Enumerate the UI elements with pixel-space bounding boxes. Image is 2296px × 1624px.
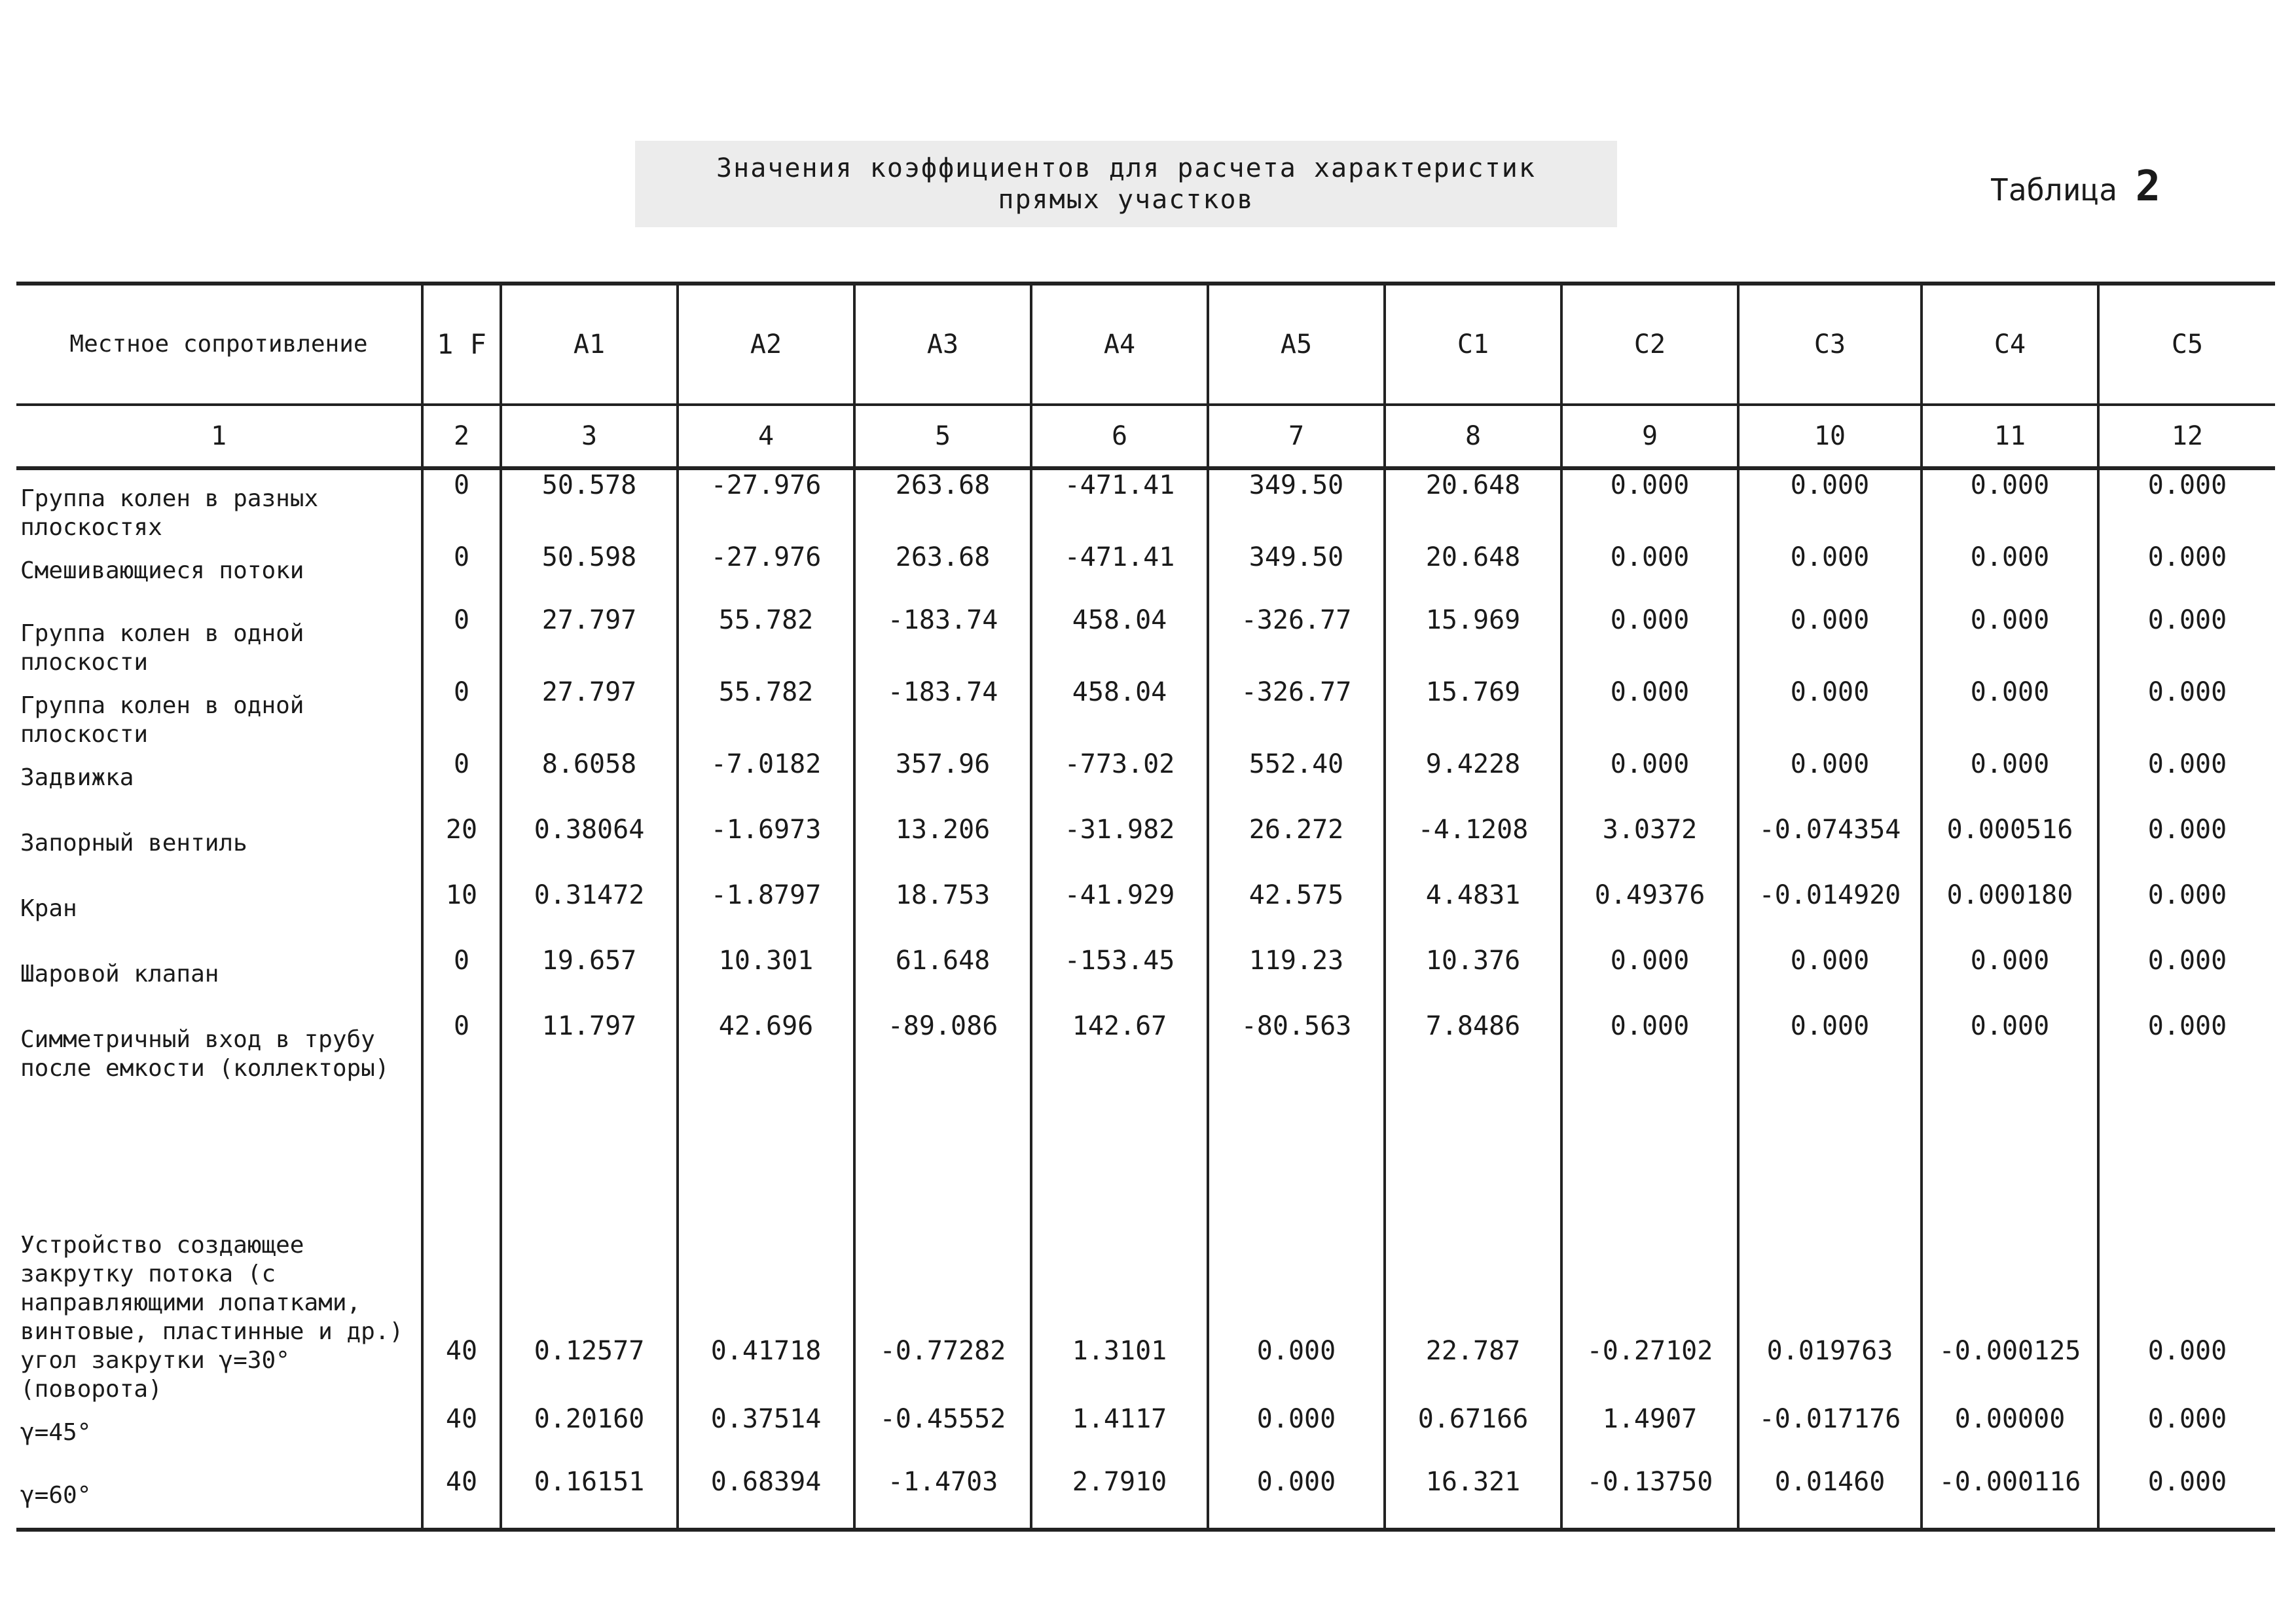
- row-name: Кран: [20, 895, 77, 922]
- cell-c2: 0.000: [1561, 1011, 1738, 1142]
- cell-c4: 0.000: [1922, 605, 2098, 677]
- column-number: 5: [854, 405, 1031, 468]
- cell-c5: 0.000: [2098, 1142, 2275, 1404]
- cell-c1: 16.321: [1385, 1467, 1561, 1530]
- cell-c5: 0.000: [2098, 468, 2275, 542]
- coefficients-table: [16, 282, 2275, 1532]
- header-a2: A2: [678, 284, 854, 405]
- cell-a4: 458.04: [1031, 605, 1208, 677]
- cell-a5: 0.000: [1208, 1404, 1385, 1467]
- cell-a3: -183.74: [854, 605, 1031, 677]
- header-a1: A1: [501, 284, 678, 405]
- cell-a1: 11.797: [501, 1011, 678, 1142]
- cell-c3: 0.000: [1738, 749, 1922, 815]
- cell-a2: 10.301: [678, 946, 854, 1011]
- cell-c2: 1.4907: [1561, 1404, 1738, 1467]
- cell-c5: 0.000: [2098, 1467, 2275, 1530]
- column-number: 1: [16, 405, 422, 468]
- cell-c2: 0.000: [1561, 946, 1738, 1011]
- cell-c3: 0.000: [1738, 468, 1922, 542]
- table-row: [16, 749, 2275, 815]
- cell-c1: 10.376: [1385, 946, 1561, 1011]
- cell-c3: 0.000: [1738, 677, 1922, 749]
- row-name: Группа колен в одной плоскости: [20, 620, 304, 676]
- cell-a4: 458.04: [1031, 677, 1208, 749]
- row-f: 0: [422, 542, 501, 605]
- table-row: [16, 815, 2275, 880]
- cell-a3: -183.74: [854, 677, 1031, 749]
- cell-c4: 0.000516: [1922, 815, 2098, 880]
- row-f: 40: [422, 1142, 501, 1404]
- cell-a4: 2.7910: [1031, 1467, 1208, 1530]
- cell-a2: 55.782: [678, 605, 854, 677]
- cell-a4: 1.3101: [1031, 1142, 1208, 1404]
- cell-a2: -1.6973: [678, 815, 854, 880]
- swirl-description: Устройство создающее закрутку потока (с направляющими лопатками, винтовые, пластинные и др.): [20, 1232, 404, 1345]
- cell-a1: 27.797: [501, 677, 678, 749]
- column-number: 12: [2098, 405, 2275, 468]
- cell-c3: 0.019763: [1738, 1142, 1922, 1404]
- header-f: 1 F: [422, 284, 501, 405]
- cell-a3: 357.96: [854, 749, 1031, 815]
- cell-c5: 0.000: [2098, 1011, 2275, 1142]
- cell-a5: -80.563: [1208, 1011, 1385, 1142]
- cell-a3: -1.4703: [854, 1467, 1031, 1530]
- row-name: Симметричный вход в трубу после емкости (коллекторы): [20, 1026, 390, 1082]
- header-c3: C3: [1738, 284, 1922, 405]
- cell-a1: 0.20160: [501, 1404, 678, 1467]
- cell-c2: 0.000: [1561, 749, 1738, 815]
- column-number: 4: [678, 405, 854, 468]
- row-name: Задвижка: [20, 764, 134, 791]
- cell-c5: 0.000: [2098, 605, 2275, 677]
- cell-c5: 0.000: [2098, 946, 2275, 1011]
- cell-a1: 19.657: [501, 946, 678, 1011]
- cell-a1: 50.578: [501, 468, 678, 542]
- row-f: 0: [422, 468, 501, 542]
- cell-c4: 0.000: [1922, 1011, 2098, 1142]
- header-a3: A3: [854, 284, 1031, 405]
- cell-c1: 20.648: [1385, 542, 1561, 605]
- cell-c4: 0.00000: [1922, 1404, 2098, 1467]
- cell-a4: -471.41: [1031, 542, 1208, 605]
- row-f: 0: [422, 749, 501, 815]
- table-row: [16, 1011, 2275, 1142]
- cell-a4: 1.4117: [1031, 1404, 1208, 1467]
- cell-a4: -773.02: [1031, 749, 1208, 815]
- table-row: [16, 880, 2275, 946]
- cell-a5: 26.272: [1208, 815, 1385, 880]
- row-f: 40: [422, 1404, 501, 1467]
- table-row: [16, 468, 2275, 542]
- table-row: [16, 605, 2275, 677]
- cell-a5: 0.000: [1208, 1467, 1385, 1530]
- row-f: 10: [422, 880, 501, 946]
- column-number: 11: [1922, 405, 2098, 468]
- title-line-1: Значения коэффициентов для расчета характеристик: [716, 153, 1536, 183]
- table-row: [16, 1467, 2275, 1530]
- cell-a3: 61.648: [854, 946, 1031, 1011]
- cell-c2: 3.0372: [1561, 815, 1738, 880]
- cell-c1: 15.769: [1385, 677, 1561, 749]
- cell-c5: 0.000: [2098, 542, 2275, 605]
- document-title: [635, 141, 1617, 227]
- cell-a3: 13.206: [854, 815, 1031, 880]
- cell-c3: -0.074354: [1738, 815, 1922, 880]
- row-name: Группа колен в разных плоскостях: [20, 485, 319, 541]
- cell-a3: 263.68: [854, 468, 1031, 542]
- cell-a5: -326.77: [1208, 677, 1385, 749]
- cell-c2: 0.000: [1561, 542, 1738, 605]
- header-a4: A4: [1031, 284, 1208, 405]
- row-f: 20: [422, 815, 501, 880]
- row-f: 0: [422, 1011, 501, 1142]
- title-line-2: прямых участков: [998, 185, 1254, 215]
- row-name: γ=60°: [16, 1467, 422, 1530]
- cell-a1: 8.6058: [501, 749, 678, 815]
- cell-c4: -0.000116: [1922, 1467, 2098, 1530]
- cell-a4: -153.45: [1031, 946, 1208, 1011]
- cell-a3: -0.45552: [854, 1404, 1031, 1467]
- header-c1: C1: [1385, 284, 1561, 405]
- column-number: 6: [1031, 405, 1208, 468]
- column-number: 3: [501, 405, 678, 468]
- swirl-angle-label: угол закрутки γ=30°: [20, 1347, 290, 1374]
- header-c5: C5: [2098, 284, 2275, 405]
- row-name: Запорный вентиль: [20, 830, 247, 857]
- row-name: Группа колен в одной плоскости: [20, 692, 304, 748]
- cell-c3: 0.000: [1738, 605, 1922, 677]
- cell-c4: 0.000: [1922, 677, 2098, 749]
- cell-c1: 20.648: [1385, 468, 1561, 542]
- column-number: 7: [1208, 405, 1385, 468]
- cell-a5: 0.000: [1208, 1142, 1385, 1404]
- column-number: 9: [1561, 405, 1738, 468]
- cell-a3: -89.086: [854, 1011, 1031, 1142]
- row-name: Смешивающиеся потоки: [20, 557, 304, 584]
- cell-c5: 0.000: [2098, 815, 2275, 880]
- cell-a2: -27.976: [678, 468, 854, 542]
- header-row: [16, 284, 2275, 405]
- column-number: 8: [1385, 405, 1561, 468]
- cell-c4: 0.000: [1922, 749, 2098, 815]
- cell-c4: 0.000180: [1922, 880, 2098, 946]
- table-row: [16, 946, 2275, 1011]
- cell-a4: -31.982: [1031, 815, 1208, 880]
- swirl-angle-label-2: (поворота): [20, 1376, 162, 1403]
- cell-c1: 0.67166: [1385, 1404, 1561, 1467]
- table-row: [16, 1404, 2275, 1467]
- row-f: 0: [422, 677, 501, 749]
- row-name: Шаровой клапан: [20, 961, 219, 987]
- cell-c4: 0.000: [1922, 542, 2098, 605]
- cell-c3: -0.014920: [1738, 880, 1922, 946]
- cell-a2: -1.8797: [678, 880, 854, 946]
- cell-c4: 0.000: [1922, 468, 2098, 542]
- cell-a5: -326.77: [1208, 605, 1385, 677]
- cell-c2: 0.000: [1561, 677, 1738, 749]
- table-row: [16, 542, 2275, 605]
- cell-c4: 0.000: [1922, 946, 2098, 1011]
- cell-c3: 0.000: [1738, 1011, 1922, 1142]
- table-label: [1990, 162, 2160, 211]
- cell-c3: 0.01460: [1738, 1467, 1922, 1530]
- table-label-number: 2: [2135, 162, 2161, 211]
- cell-c2: -0.27102: [1561, 1142, 1738, 1404]
- cell-a5: 42.575: [1208, 880, 1385, 946]
- cell-c1: 9.4228: [1385, 749, 1561, 815]
- cell-c1: 4.4831: [1385, 880, 1561, 946]
- cell-c1: 15.969: [1385, 605, 1561, 677]
- header-c2: C2: [1561, 284, 1738, 405]
- cell-a3: -0.77282: [854, 1142, 1031, 1404]
- header-name: Местное сопротивление: [16, 284, 422, 405]
- cell-a1: 0.12577: [501, 1142, 678, 1404]
- row-f: 0: [422, 946, 501, 1011]
- cell-c1: 22.787: [1385, 1142, 1561, 1404]
- table-label-text: Таблица: [1990, 172, 2117, 208]
- cell-a3: 18.753: [854, 880, 1031, 946]
- column-number-row: [16, 405, 2275, 468]
- header-c4: C4: [1922, 284, 2098, 405]
- cell-c2: 0.49376: [1561, 880, 1738, 946]
- row-name: γ=45°: [20, 1419, 92, 1446]
- cell-a2: 0.68394: [678, 1467, 854, 1530]
- table-row: [16, 677, 2275, 749]
- cell-a3: 263.68: [854, 542, 1031, 605]
- cell-c5: 0.000: [2098, 677, 2275, 749]
- cell-a2: 42.696: [678, 1011, 854, 1142]
- cell-a2: 0.41718: [678, 1142, 854, 1404]
- cell-c3: 0.000: [1738, 946, 1922, 1011]
- cell-a1: 50.598: [501, 542, 678, 605]
- cell-c5: 0.000: [2098, 880, 2275, 946]
- cell-c4: -0.000125: [1922, 1142, 2098, 1404]
- cell-c5: 0.000: [2098, 749, 2275, 815]
- row-f: 0: [422, 605, 501, 677]
- cell-a5: 119.23: [1208, 946, 1385, 1011]
- row-f: 40: [422, 1467, 501, 1530]
- cell-a5: 349.50: [1208, 542, 1385, 605]
- cell-c3: 0.000: [1738, 542, 1922, 605]
- table-row: [16, 1142, 2275, 1404]
- cell-a5: 349.50: [1208, 468, 1385, 542]
- header-a5: A5: [1208, 284, 1385, 405]
- cell-a4: 142.67: [1031, 1011, 1208, 1142]
- column-number: 2: [422, 405, 501, 468]
- cell-a1: 27.797: [501, 605, 678, 677]
- cell-a2: -7.0182: [678, 749, 854, 815]
- cell-c2: 0.000: [1561, 468, 1738, 542]
- cell-a2: 0.37514: [678, 1404, 854, 1467]
- cell-a2: -27.976: [678, 542, 854, 605]
- cell-c2: -0.13750: [1561, 1467, 1738, 1530]
- cell-c2: 0.000: [1561, 605, 1738, 677]
- cell-a4: -41.929: [1031, 880, 1208, 946]
- cell-a5: 552.40: [1208, 749, 1385, 815]
- cell-a2: 55.782: [678, 677, 854, 749]
- cell-c5: 0.000: [2098, 1404, 2275, 1467]
- cell-a1: 0.16151: [501, 1467, 678, 1530]
- cell-c1: -4.1208: [1385, 815, 1561, 880]
- column-number: 10: [1738, 405, 1922, 468]
- cell-a1: 0.38064: [501, 815, 678, 880]
- row-name: [16, 1142, 422, 1404]
- cell-a1: 0.31472: [501, 880, 678, 946]
- cell-c1: 7.8486: [1385, 1011, 1561, 1142]
- cell-a4: -471.41: [1031, 468, 1208, 542]
- cell-c3: -0.017176: [1738, 1404, 1922, 1467]
